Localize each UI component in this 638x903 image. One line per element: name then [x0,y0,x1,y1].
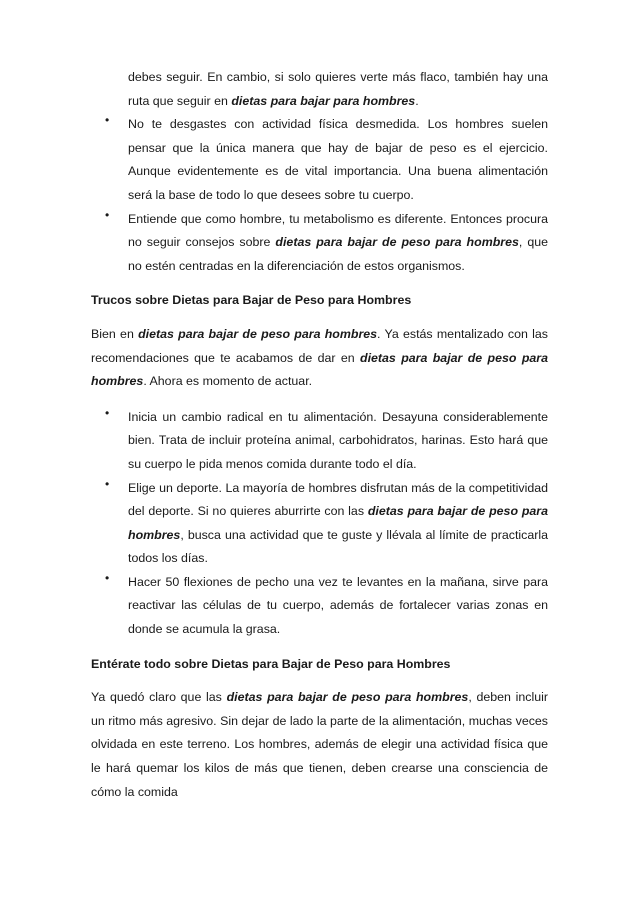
list-item [91,571,548,642]
text-run: . Ahora es momento de actuar. [143,374,313,389]
continued-bullet-text [91,66,548,113]
keyword-emphasis: dietas para bajar de peso para hombres [275,235,519,250]
text-run: . [415,93,419,108]
bullet-icon: • [105,570,110,585]
list-item [91,477,548,571]
text-run: Ya quedó claro que las [91,690,227,705]
section-heading: Entérate todo sobre Dietas para Bajar de Peso para Hombres [91,656,451,671]
bullet-list-2 [91,406,548,642]
list-item [91,208,548,279]
keyword-emphasis: dietas para bajar para hombres [231,93,416,108]
bullet-icon: • [105,113,110,128]
keyword-emphasis: dietas para bajar de peso para hombres [128,504,548,542]
text-run: , deben incluir un ritmo más agresivo. Sin dejar de lado la parte de la alimentación, muchas veces olvidada en este terreno. Los hombres, además de elegir una actividad física que le hará quemar los kilos de más que tienen, deben crearse una consciencia de cómo la comida [91,690,548,799]
paragraph [91,323,548,394]
bullet-icon: • [105,405,110,420]
list-item [91,406,548,477]
text-run: , que no estén centradas en la diferenciación de estos organismos. [128,235,549,273]
keyword-emphasis: dietas para bajar de peso para hombres [91,350,548,389]
text-run: Hacer 50 flexiones de pecho una vez te levantes en la mañana, sirve para reactivar las células de tu cuerpo, además de fortalecer varias zonas en donde se acumula la grasa. [128,574,548,637]
text-run: Elige un deporte. La mayoría de hombres disfrutan más de la competitividad del deporte. Si no quieres aburrirte con las [128,480,548,519]
text-run: debes seguir. En cambio, si solo quieres verte más flaco, también hay una ruta que seguir en [128,70,548,108]
text-run: Entiende que como hombre, tu metabolismo es diferente. Entonces procura no seguir consejos sobre [128,211,548,250]
bullet-list-1 [91,113,548,278]
list-item [91,113,548,207]
text-run: , busca una actividad que te guste y llévala al límite de practicarla todos los días. [128,527,548,566]
text-run: Bien en [91,326,139,341]
bullet-icon: • [105,207,110,222]
keyword-emphasis: dietas para bajar de peso para hombres [226,690,469,705]
paragraph [91,686,548,804]
text-run: No te desgastes con actividad física desmedida. Los hombres suelen pensar que la única manera que hay de bajar de peso es el ejercicio. Aunque evidentemente es de vital importancia. Una buena alimentación será la base de todo lo que desees sobre tu cuerpo. [128,117,548,202]
text-run: . Ya estás mentalizado con las recomendaciones que te acabamos de dar en [91,326,548,365]
bullet-icon: • [105,476,110,491]
section-heading: Trucos sobre Dietas para Bajar de Peso para Hombres [91,293,412,308]
keyword-emphasis: dietas para bajar de peso para hombres [138,326,378,341]
text-run: Inicia un cambio radical en tu alimentación. Desayuna considerablemente bien. Trata de incluir proteína animal, carbohidratos, harinas. Esto hará que su cuerpo le pida menos comida durante todo el día. [128,409,548,471]
